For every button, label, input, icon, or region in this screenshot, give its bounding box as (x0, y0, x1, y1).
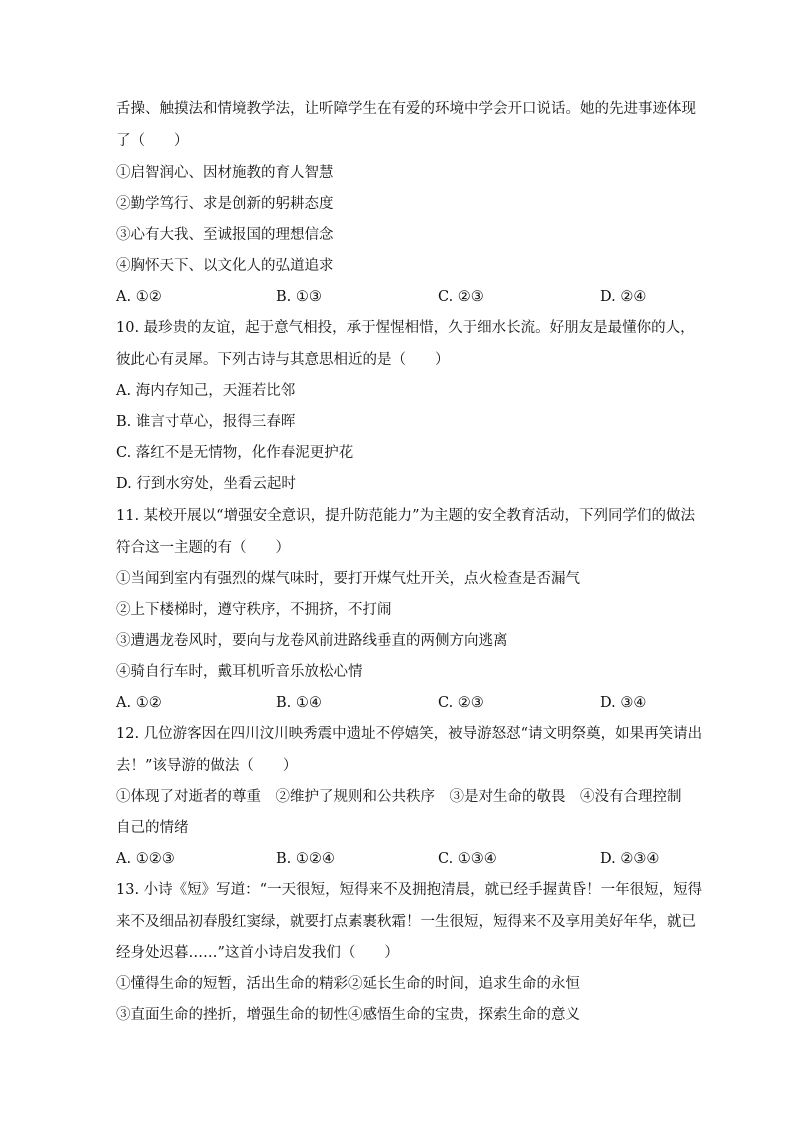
q11-option-a[interactable]: A. ①② (116, 695, 162, 711)
q11-option-b[interactable]: B. ①④ (276, 695, 322, 711)
q13-stem-line-3: 经身处迟暮……”这首小诗启发我们（ ） (116, 945, 399, 961)
q12-options (116, 849, 676, 869)
q9-stem-line-2: 了（ ） (116, 133, 189, 149)
q9-stem-line-1: 舌操、触摸法和情境教学法，让听障学生在有爱的环境中学会开口说话。她的先进事迹体现 (116, 101, 696, 117)
q13-stem-line-1: 13. 小诗《短》写道：“一天很短，短得来不及拥抱清晨，就已经手握黄昏！一年很短，短得 (116, 882, 703, 898)
q13-items-line-1: ①懂得生命的短暂，活出生命的精彩②延长生命的时间，追求生命的永恒 (116, 976, 580, 992)
q9-item-3: ③心有大我、至诚报国的理想信念 (116, 227, 334, 243)
q9-option-a[interactable]: A. ①② (116, 289, 162, 305)
q11-option-d[interactable]: D. ③④ (600, 695, 647, 711)
q13-stem-line-2: 来不及细品初春殷红窦绿，就要打点素裹秋霜！一生很短，短得来不及享用美好年华，就已 (116, 914, 696, 930)
q11-item-4: ④骑自行车时，戴耳机听音乐放松心情 (116, 664, 363, 680)
q11-item-1: ①当闻到室内有强烈的煤气味时，要打开煤气灶开关，点火检查是否漏气 (116, 571, 580, 587)
q12-stem-line-2: 去！”该导游的做法（ ） (116, 758, 298, 774)
q12-items-line-1: ①体现了对逝者的尊重 ②维护了规则和公共秩序 ③是对生命的敬畏 ④没有合理控制 (116, 789, 682, 805)
q12-option-b[interactable]: B. ①②④ (276, 851, 335, 867)
q12-stem-line-1: 12. 几位游客因在四川汶川映秀震中遗址不停嬉笑，被导游怒怼“请文明祭奠，如果再笑请出 (116, 726, 703, 742)
q12-option-d[interactable]: D. ②③④ (600, 851, 660, 867)
q10-option-c[interactable]: C. 落红不是无情物，化作春泥更护花 (116, 445, 354, 461)
q11-item-2: ②上下楼梯时，遵守秩序，不拥挤，不打闹 (116, 602, 392, 618)
q12-option-c[interactable]: C. ①③④ (438, 851, 497, 867)
q10-option-d[interactable]: D. 行到水穷处，坐看云起时 (116, 476, 296, 492)
q11-options (116, 693, 676, 713)
q11-option-c[interactable]: C. ②③ (438, 695, 484, 711)
q12-option-a[interactable]: A. ①②③ (116, 851, 175, 867)
q10-option-a[interactable]: A. 海内存知己，天涯若比邻 (116, 383, 296, 399)
q11-stem-line-1: 11. 某校开展以“增强安全意识，提升防范能力”为主题的安全教育活动，下列同学们的做法 (116, 508, 695, 524)
q9-option-d[interactable]: D. ②④ (600, 289, 647, 305)
q9-option-b[interactable]: B. ①③ (276, 289, 322, 305)
q10-stem-line-1: 10. 最珍贵的友谊，起于意气相投，承于惺惺相惜，久于细水长流。好朋友是最懂你的人， (116, 320, 695, 336)
q11-item-3: ③遭遇龙卷风时，要向与龙卷风前进路线垂直的两侧方向逃离 (116, 633, 508, 649)
q9-item-4: ④胸怀天下、以文化人的弘道追求 (116, 258, 334, 274)
q9-options (116, 287, 676, 307)
q10-option-b[interactable]: B. 谁言寸草心，报得三春晖 (116, 414, 296, 430)
q13-items-line-2: ③直面生命的挫折，增强生命的韧性④感悟生命的宝贵，探索生命的意义 (116, 1007, 580, 1023)
q10-stem-line-2: 彼此心有灵犀。下列古诗与其意思相近的是（ ） (116, 352, 450, 368)
q9-item-2: ②勤学笃行、求是创新的躬耕态度 (116, 196, 334, 212)
q12-items-line-2: 自己的情绪 (116, 820, 189, 836)
q11-stem-line-2: 符合这一主题的有（ ） (116, 540, 290, 556)
q9-option-c[interactable]: C. ②③ (438, 289, 484, 305)
q9-item-1: ①启智润心、因材施教的育人智慧 (116, 165, 334, 181)
